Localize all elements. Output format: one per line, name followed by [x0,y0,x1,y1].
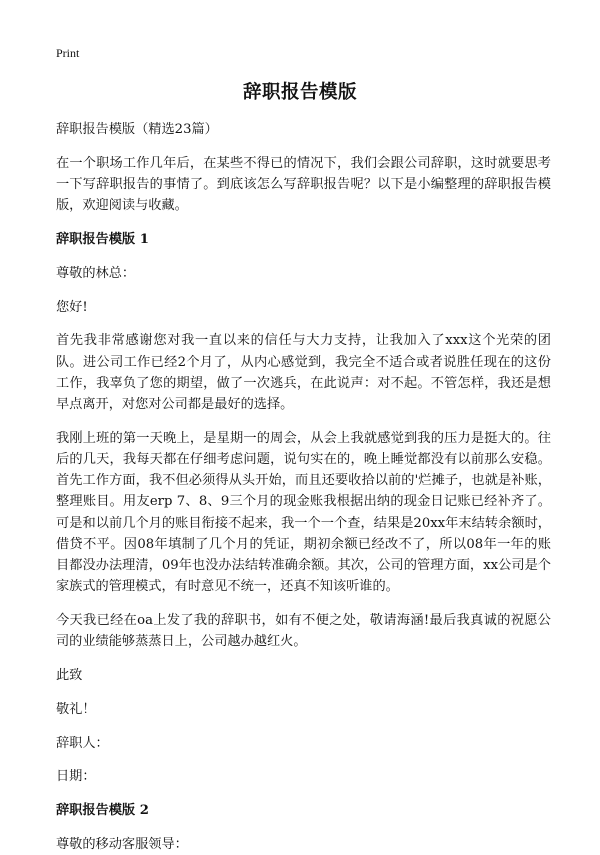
subtitle: 辞职报告模版（精选23篇） [56,122,218,137]
section-1-greeting: 您好! [56,299,88,315]
page-title: 辞职报告模版 [242,82,357,103]
intro-paragraph: 在一个职场工作几年后，在某些不得已的情况下，我们会跟公司辞职，这时就要思考一下写辞职报告的事情了。到底该怎么写辞职报告呢？以下是小编整理的辞职报告模版，欢迎阅读与收藏。 [56,155,551,214]
section-1-date: 日期： [56,769,96,785]
section-1-signer: 辞职人： [56,735,109,751]
section-1-closing-2: 敬礼！ [56,701,96,717]
section-1-salutation: 尊敬的林总： [56,265,136,281]
section-1-closing-1: 此致 [56,668,83,684]
section-1-paragraph-1: 首先我非常感谢您对我一直以来的信任与大力支持，让我加入了xxx这个光荣的团队。进公司工作已经2个月了，从内心感觉到，我完全不适合或者说胜任现在的这份工作，我辜负了您的期望，做了一次逃兵，在此说声：对不起。不管怎样，我还是想早点离开，对您对公司都是最好的选择。 [56,333,551,412]
section-1-paragraph-3: 今天我已经在oa上发了我的辞职书，如有不便之处，敬请海涵!最后我真诚的祝愿公司的业绩能够蒸蒸日上，公司越办越红火。 [56,613,551,650]
section-2-heading: 辞职报告模版 2 [56,803,149,819]
section-1-paragraph-2: 我刚上班的第一天晚上，是星期一的周会，从会上我就感觉到我的压力是挺大的。往后的几天，我每天都在仔细考虑问题，说句实在的，晚上睡觉都没有以前那么安稳。首先工作方面，我不但必须得从头开始，而且还要收拾以前的'烂摊子，也就是补账，整理账目。用友erp 7、8、9三个月的现金账我根据出纳的现金日记账已经补齐了。可是和以前几个月的账目衔接不起来，我一个一个查，结果是20xx年末结转余额时，借贷不平。因08年填制了几个月的凭证，期初余额已经改不了，所以08年一年的账目都没办法理清，09年也没办法结转准确余额。其次，公司的管理方面，xx公司是个家族式的管理模式，有时意见不统一，还真不知该听谁的。 [56,430,551,595]
print-link[interactable]: Print [56,46,80,60]
section-2-salutation: 尊敬的移动客服领导： [56,837,188,852]
document-body [56,119,551,855]
section-1-heading: 辞职报告模版 1 [56,232,149,247]
